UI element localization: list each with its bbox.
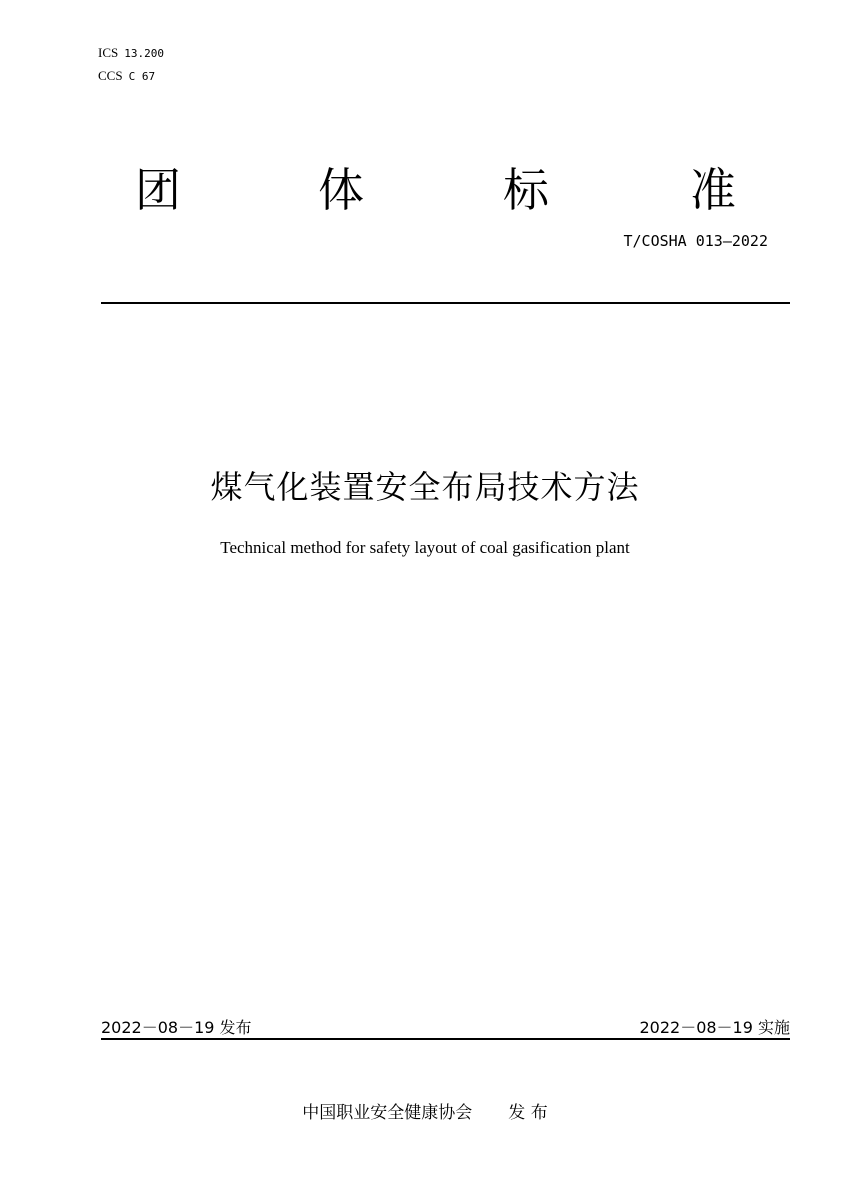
issue-date: 2022－08－19 发布: [101, 1018, 252, 1037]
title-english: Technical method for safety layout of coal gasification plant: [220, 538, 630, 557]
doc-type-char-1: 团: [135, 163, 181, 217]
title-chinese: 煤气化装置安全布局技术方法: [210, 468, 640, 506]
ics-label: ICS: [98, 45, 119, 60]
bottom-divider: [101, 1038, 790, 1040]
classification-codes: [98, 42, 164, 88]
publisher-name: 中国职业安全健康协会: [302, 1103, 473, 1123]
ccs-value: C 67: [128, 70, 156, 83]
implement-date: 2022－08－19 实施: [639, 1018, 790, 1037]
ccs-label: CCS: [98, 68, 123, 83]
ccs-code: [98, 65, 164, 88]
ics-code: [98, 42, 164, 65]
doc-type-char-3: 标: [503, 163, 549, 217]
doc-type-char-4: 准: [690, 163, 736, 217]
doc-type-char-2: 体: [318, 163, 364, 217]
standard-number: T/COSHA 013—2022: [623, 232, 768, 250]
publish-action: 发 布: [508, 1103, 548, 1123]
ics-value: 13.200: [124, 47, 164, 60]
publisher-line: [0, 1098, 850, 1123]
top-divider: [101, 302, 790, 304]
